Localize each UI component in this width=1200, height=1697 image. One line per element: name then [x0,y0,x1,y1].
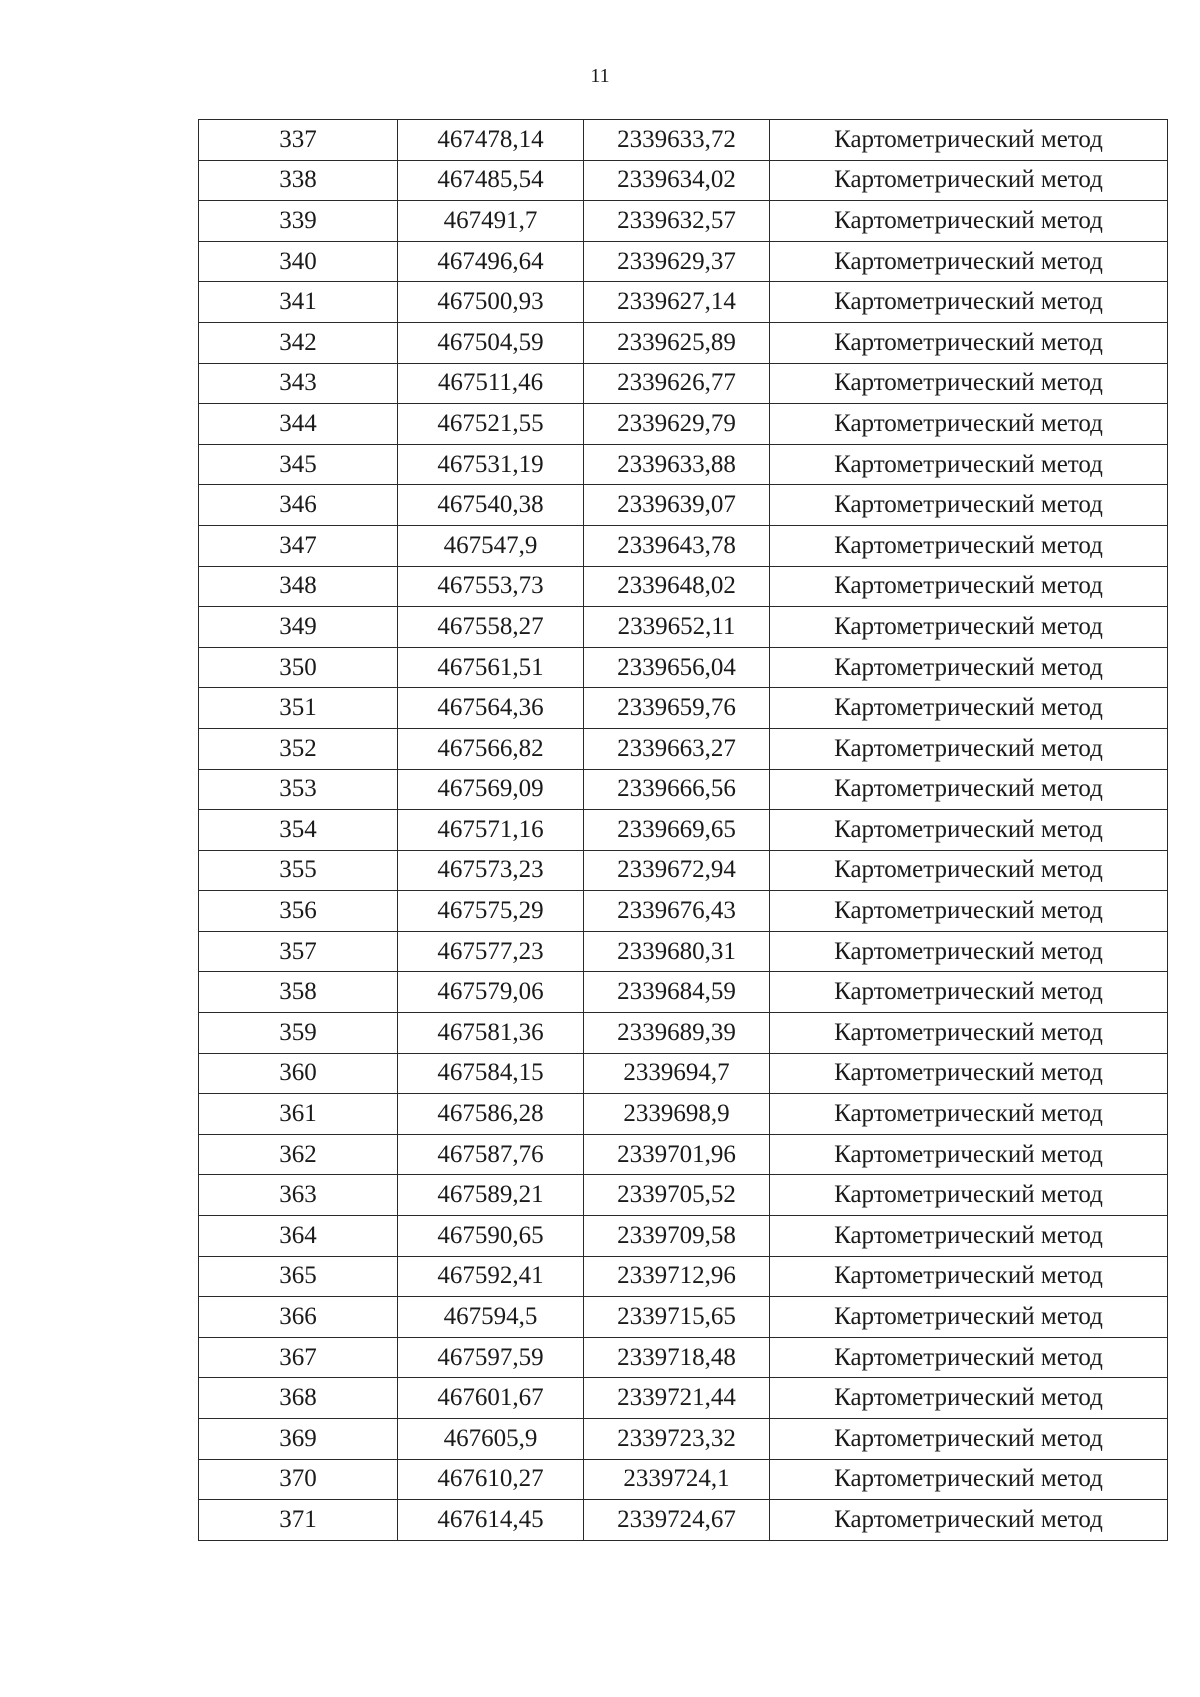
x-coordinate-cell: 467504,59 [398,322,584,363]
point-number-cell: 359 [199,1013,398,1054]
point-number-cell: 338 [199,160,398,201]
table-row [199,322,1168,363]
method-cell: Картометрический метод [770,404,1168,445]
point-number-cell: 343 [199,363,398,404]
method-cell: Картометрический метод [770,1053,1168,1094]
x-coordinate-cell: 467594,5 [398,1297,584,1338]
point-number-cell: 347 [199,525,398,566]
method-cell: Картометрический метод [770,1216,1168,1257]
table-row [199,1419,1168,1460]
y-coordinate-cell: 2339676,43 [584,891,770,932]
table-row [199,1337,1168,1378]
method-cell: Картометрический метод [770,525,1168,566]
x-coordinate-cell: 467579,06 [398,972,584,1013]
x-coordinate-cell: 467478,14 [398,120,584,161]
point-number-cell: 345 [199,444,398,485]
table-row [199,891,1168,932]
y-coordinate-cell: 2339705,52 [584,1175,770,1216]
y-coordinate-cell: 2339724,67 [584,1500,770,1541]
y-coordinate-cell: 2339680,31 [584,931,770,972]
x-coordinate-cell: 467590,65 [398,1216,584,1257]
y-coordinate-cell: 2339633,88 [584,444,770,485]
method-cell: Картометрический метод [770,1459,1168,1500]
method-cell: Картометрический метод [770,1419,1168,1460]
point-number-cell: 369 [199,1419,398,1460]
table-row [199,1216,1168,1257]
x-coordinate-cell: 467586,28 [398,1094,584,1135]
y-coordinate-cell: 2339669,65 [584,810,770,851]
y-coordinate-cell: 2339634,02 [584,160,770,201]
y-coordinate-cell: 2339721,44 [584,1378,770,1419]
table-row [199,160,1168,201]
y-coordinate-cell: 2339666,56 [584,769,770,810]
x-coordinate-cell: 467558,27 [398,607,584,648]
x-coordinate-cell: 467601,67 [398,1378,584,1419]
y-coordinate-cell: 2339718,48 [584,1337,770,1378]
x-coordinate-cell: 467589,21 [398,1175,584,1216]
y-coordinate-cell: 2339632,57 [584,201,770,242]
x-coordinate-cell: 467592,41 [398,1256,584,1297]
method-cell: Картометрический метод [770,566,1168,607]
table-row [199,363,1168,404]
y-coordinate-cell: 2339715,65 [584,1297,770,1338]
method-cell: Картометрический метод [770,120,1168,161]
method-cell: Картометрический метод [770,444,1168,485]
table-row [199,1094,1168,1135]
y-coordinate-cell: 2339627,14 [584,282,770,323]
method-cell: Картометрический метод [770,769,1168,810]
table-row [199,241,1168,282]
y-coordinate-cell: 2339629,79 [584,404,770,445]
x-coordinate-cell: 467605,9 [398,1419,584,1460]
x-coordinate-cell: 467553,73 [398,566,584,607]
method-cell: Картометрический метод [770,1378,1168,1419]
x-coordinate-cell: 467521,55 [398,404,584,445]
x-coordinate-cell: 467573,23 [398,850,584,891]
x-coordinate-cell: 467581,36 [398,1013,584,1054]
point-number-cell: 361 [199,1094,398,1135]
method-cell: Картометрический метод [770,647,1168,688]
y-coordinate-cell: 2339648,02 [584,566,770,607]
method-cell: Картометрический метод [770,607,1168,648]
point-number-cell: 367 [199,1337,398,1378]
point-number-cell: 356 [199,891,398,932]
point-number-cell: 355 [199,850,398,891]
method-cell: Картометрический метод [770,931,1168,972]
y-coordinate-cell: 2339659,76 [584,688,770,729]
x-coordinate-cell: 467547,9 [398,525,584,566]
point-number-cell: 365 [199,1256,398,1297]
y-coordinate-cell: 2339672,94 [584,850,770,891]
x-coordinate-cell: 467587,76 [398,1134,584,1175]
table-row [199,485,1168,526]
method-cell: Картометрический метод [770,160,1168,201]
point-number-cell: 339 [199,201,398,242]
y-coordinate-cell: 2339694,7 [584,1053,770,1094]
method-cell: Картометрический метод [770,282,1168,323]
x-coordinate-cell: 467531,19 [398,444,584,485]
table-row [199,769,1168,810]
y-coordinate-cell: 2339633,72 [584,120,770,161]
x-coordinate-cell: 467575,29 [398,891,584,932]
table-row [199,201,1168,242]
table-row [199,688,1168,729]
page-number: 11 [590,65,610,87]
x-coordinate-cell: 467485,54 [398,160,584,201]
coordinates-table-body [199,120,1168,1541]
method-cell: Картометрический метод [770,201,1168,242]
method-cell: Картометрический метод [770,1134,1168,1175]
x-coordinate-cell: 467597,59 [398,1337,584,1378]
x-coordinate-cell: 467511,46 [398,363,584,404]
y-coordinate-cell: 2339625,89 [584,322,770,363]
point-number-cell: 364 [199,1216,398,1257]
method-cell: Картометрический метод [770,1500,1168,1541]
table-row [199,525,1168,566]
method-cell: Картометрический метод [770,1175,1168,1216]
y-coordinate-cell: 2339629,37 [584,241,770,282]
table-row [199,404,1168,445]
table-row [199,120,1168,161]
point-number-cell: 349 [199,607,398,648]
table-row [199,444,1168,485]
point-number-cell: 346 [199,485,398,526]
method-cell: Картометрический метод [770,850,1168,891]
x-coordinate-cell: 467564,36 [398,688,584,729]
point-number-cell: 354 [199,810,398,851]
x-coordinate-cell: 467540,38 [398,485,584,526]
point-number-cell: 351 [199,688,398,729]
table-row [199,728,1168,769]
y-coordinate-cell: 2339643,78 [584,525,770,566]
method-cell: Картометрический метод [770,485,1168,526]
y-coordinate-cell: 2339701,96 [584,1134,770,1175]
y-coordinate-cell: 2339723,32 [584,1419,770,1460]
point-number-cell: 342 [199,322,398,363]
y-coordinate-cell: 2339709,58 [584,1216,770,1257]
method-cell: Картометрический метод [770,1013,1168,1054]
method-cell: Картометрический метод [770,322,1168,363]
y-coordinate-cell: 2339663,27 [584,728,770,769]
point-number-cell: 358 [199,972,398,1013]
table-row [199,1134,1168,1175]
point-number-cell: 350 [199,647,398,688]
y-coordinate-cell: 2339626,77 [584,363,770,404]
point-number-cell: 353 [199,769,398,810]
method-cell: Картометрический метод [770,728,1168,769]
x-coordinate-cell: 467491,7 [398,201,584,242]
x-coordinate-cell: 467577,23 [398,931,584,972]
x-coordinate-cell: 467610,27 [398,1459,584,1500]
point-number-cell: 357 [199,931,398,972]
y-coordinate-cell: 2339652,11 [584,607,770,648]
method-cell: Картометрический метод [770,1094,1168,1135]
point-number-cell: 366 [199,1297,398,1338]
table-row [199,1500,1168,1541]
method-cell: Картометрический метод [770,891,1168,932]
table-row [199,566,1168,607]
method-cell: Картометрический метод [770,810,1168,851]
table-row [199,850,1168,891]
point-number-cell: 371 [199,1500,398,1541]
table-row [199,1053,1168,1094]
table-row [199,647,1168,688]
x-coordinate-cell: 467566,82 [398,728,584,769]
method-cell: Картометрический метод [770,1337,1168,1378]
table-row [199,1175,1168,1216]
point-number-cell: 363 [199,1175,398,1216]
y-coordinate-cell: 2339698,9 [584,1094,770,1135]
table-row [199,1013,1168,1054]
table-row [199,972,1168,1013]
point-number-cell: 340 [199,241,398,282]
point-number-cell: 348 [199,566,398,607]
x-coordinate-cell: 467496,64 [398,241,584,282]
point-number-cell: 360 [199,1053,398,1094]
method-cell: Картометрический метод [770,972,1168,1013]
point-number-cell: 368 [199,1378,398,1419]
table-row [199,1297,1168,1338]
x-coordinate-cell: 467614,45 [398,1500,584,1541]
coordinates-table [198,119,1168,1541]
y-coordinate-cell: 2339684,59 [584,972,770,1013]
point-number-cell: 341 [199,282,398,323]
table-row [199,1256,1168,1297]
y-coordinate-cell: 2339724,1 [584,1459,770,1500]
method-cell: Картометрический метод [770,1297,1168,1338]
table-row [199,1378,1168,1419]
x-coordinate-cell: 467584,15 [398,1053,584,1094]
point-number-cell: 344 [199,404,398,445]
method-cell: Картометрический метод [770,363,1168,404]
point-number-cell: 370 [199,1459,398,1500]
method-cell: Картометрический метод [770,1256,1168,1297]
point-number-cell: 362 [199,1134,398,1175]
y-coordinate-cell: 2339689,39 [584,1013,770,1054]
x-coordinate-cell: 467500,93 [398,282,584,323]
x-coordinate-cell: 467571,16 [398,810,584,851]
y-coordinate-cell: 2339656,04 [584,647,770,688]
y-coordinate-cell: 2339639,07 [584,485,770,526]
x-coordinate-cell: 467569,09 [398,769,584,810]
table-row [199,931,1168,972]
x-coordinate-cell: 467561,51 [398,647,584,688]
table-row [199,810,1168,851]
method-cell: Картометрический метод [770,688,1168,729]
point-number-cell: 337 [199,120,398,161]
table-row [199,607,1168,648]
point-number-cell: 352 [199,728,398,769]
table-row [199,282,1168,323]
y-coordinate-cell: 2339712,96 [584,1256,770,1297]
method-cell: Картометрический метод [770,241,1168,282]
table-row [199,1459,1168,1500]
